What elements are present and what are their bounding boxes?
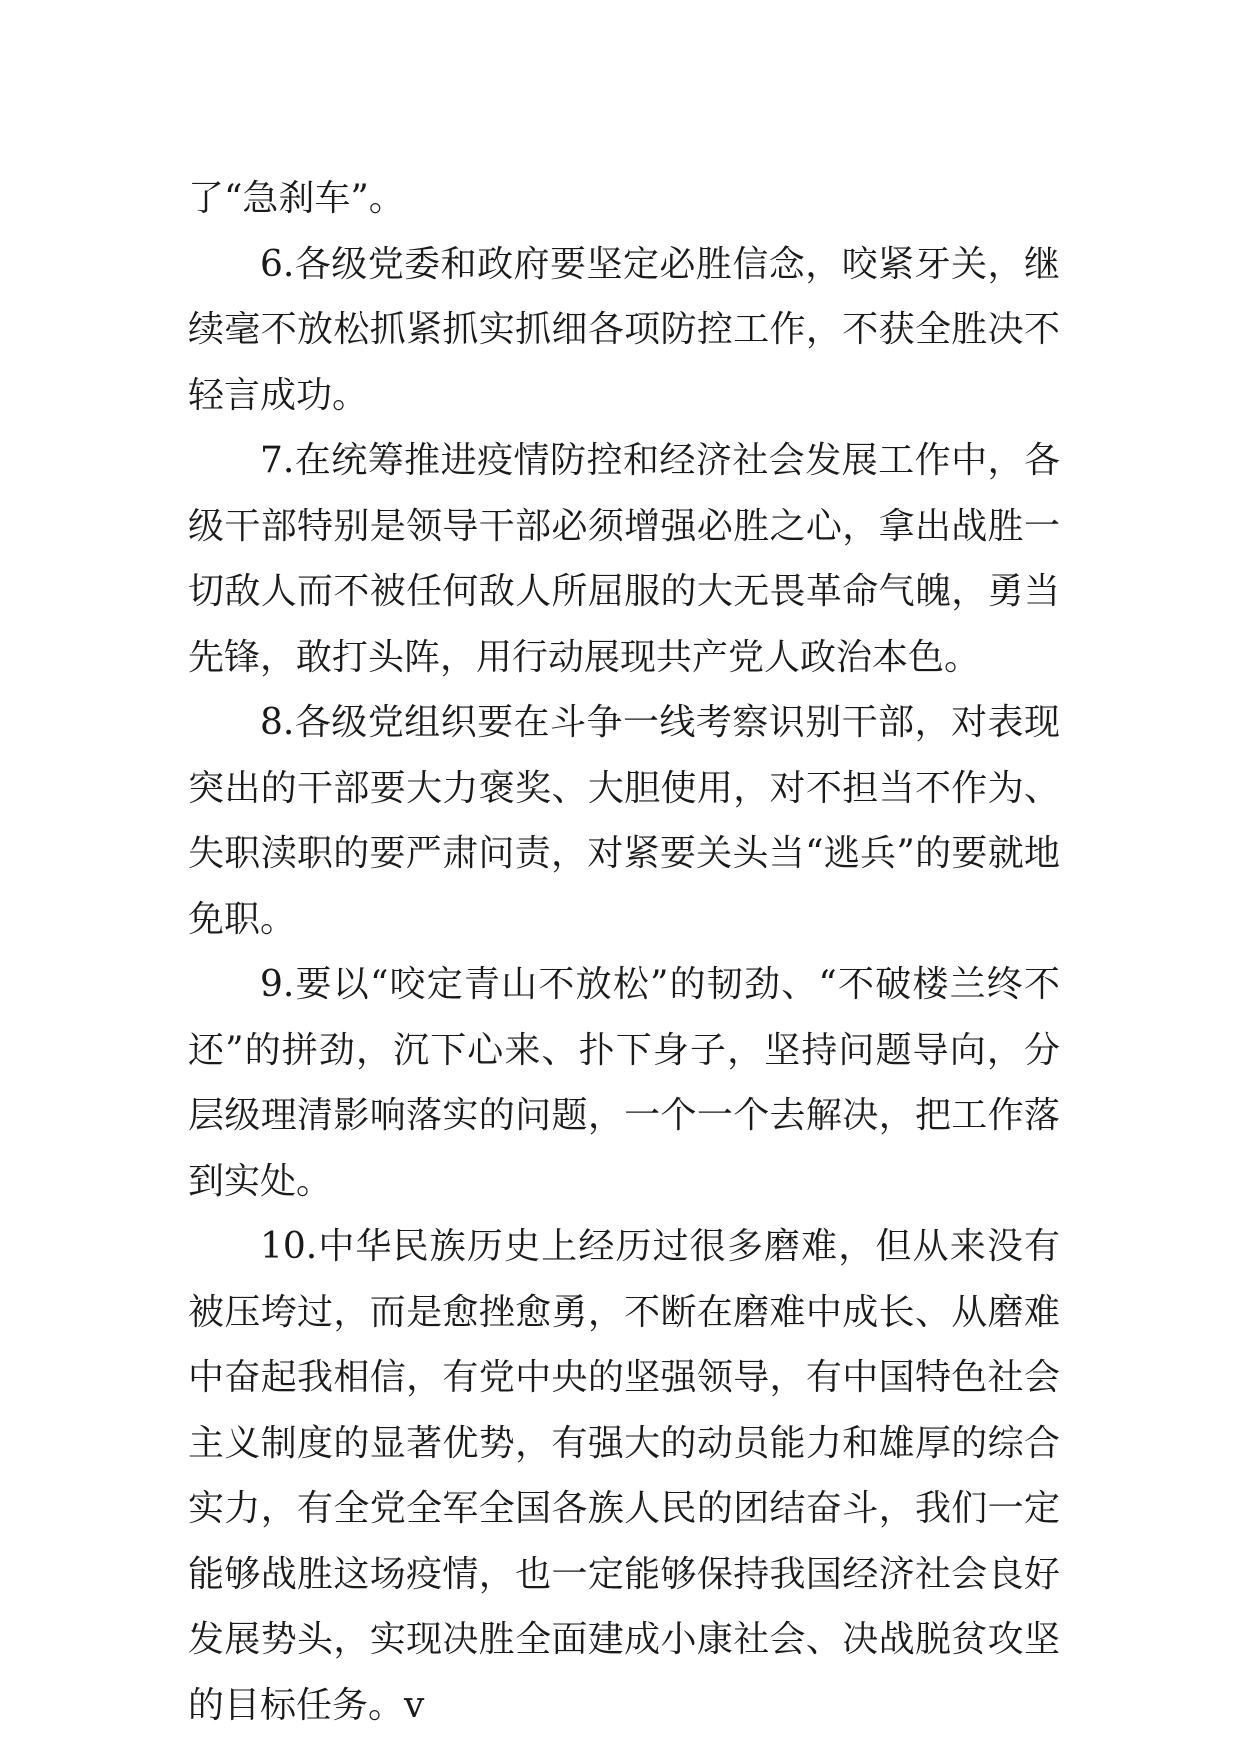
document-body [188,166,1060,1738]
paragraph-item-10: 10.中华民族历史上经历过很多磨难，但从来没有被压垮过，而是愈挫愈勇，不断在磨难中成长、从磨难中奋起我相信，有党中央的坚强领导，有中国特色社会主义制度的显著优势，有强大的动员能力和雄厚的综合实力，有全党全军全国各族人民的团结奋斗，我们一定能够战胜这场疫情，也一定能够保持我国经济社会良好发展势头，实现决胜全面建成小康社会、决战脱贫攻坚的目标任务。v [188,1226,1060,1726]
paragraph-item-7: 7.在统筹推进疫情防控和经济社会发展工作中，各级干部特别是领导干部必须增强必胜之心，拿出战胜一切敌人而不被任何敌人所屈服的大无畏革命气魄，勇当先锋，敢打头阵，用行动展现共产党人政治本色。 [188,440,1060,678]
paragraph-item-6: 6.各级党委和政府要坚定必胜信念，咬紧牙关，继续毫不放松抓紧抓实抓细各项防控工作，不获全胜决不轻言成功。 [188,243,1060,416]
paragraph-item-9: 9.要以“咬定青山不放松”的韧劲、“不破楼兰终不还”的拼劲，沉下心来、扑下身子，坚持问题导向，分层级理清影响落实的问题，一个一个去解决，把工作落到实处。 [188,964,1060,1202]
paragraph-item-8: 8.各级党组织要在斗争一线考察识别干部，对表现突出的干部要大力褒奖、大胆使用，对不担当不作为、失职渎职的要严肃问责，对紧要关头当“逃兵”的要就地免职。 [188,702,1060,940]
paragraph-continued: 了“急刹车”。 [188,178,405,219]
